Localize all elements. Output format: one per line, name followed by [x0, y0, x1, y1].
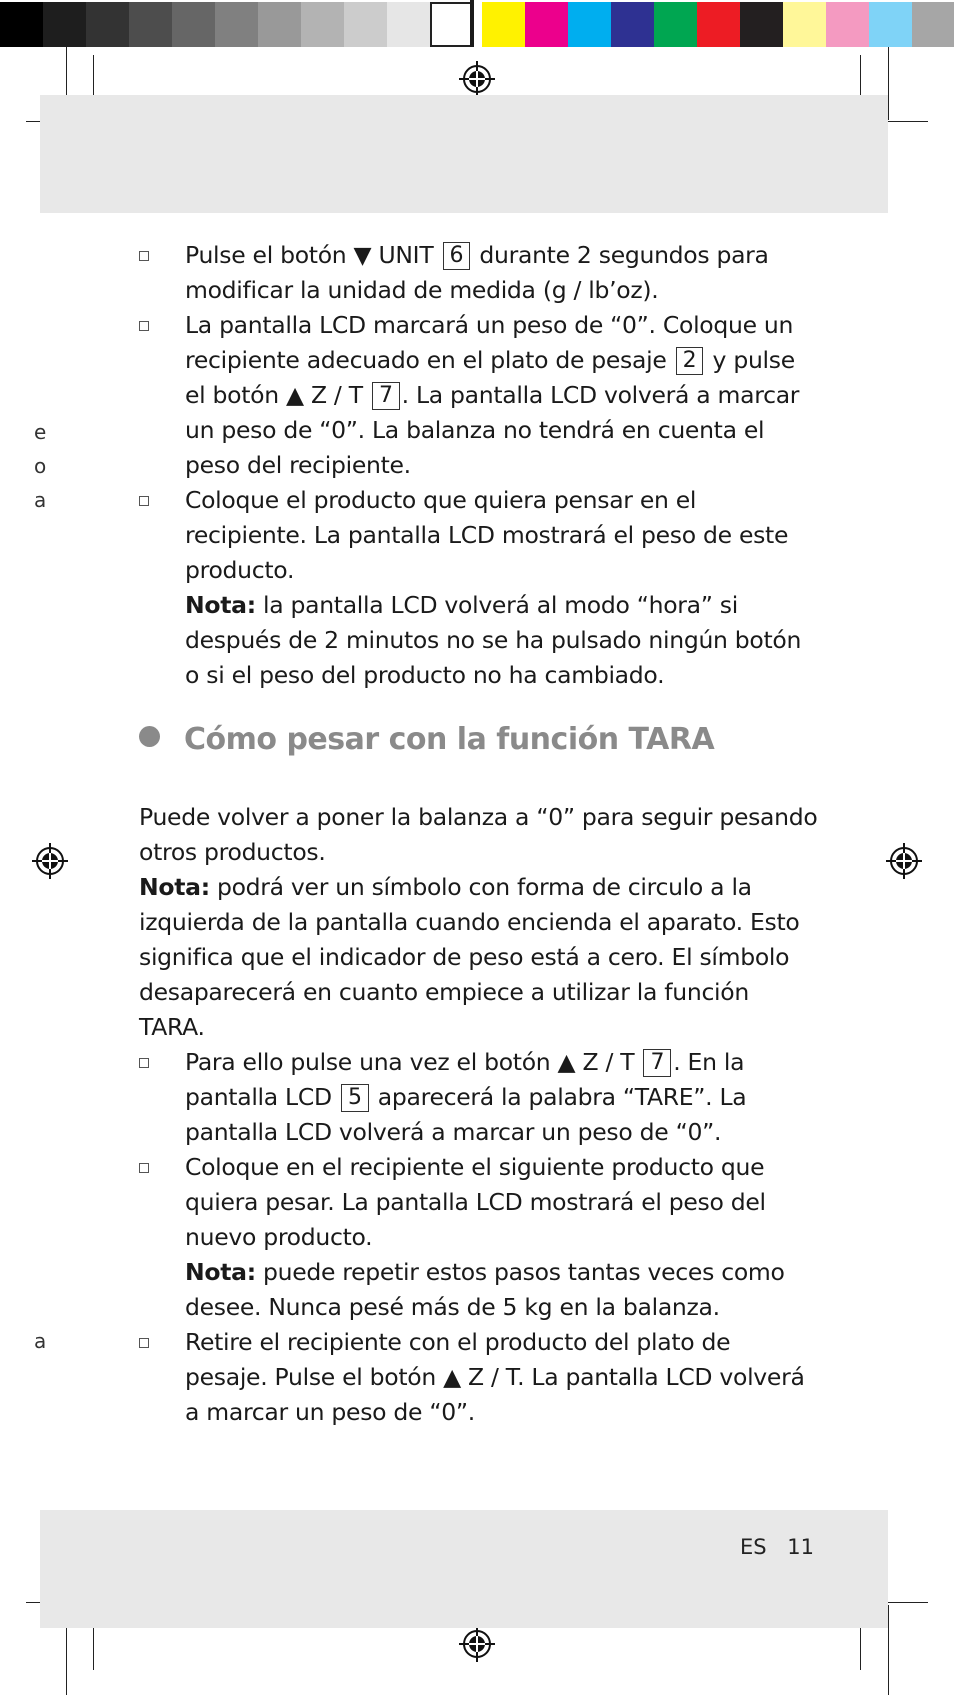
- color-swatch: [912, 2, 954, 47]
- color-swatch: [86, 2, 129, 47]
- part-number-badge: 5: [341, 1084, 369, 1112]
- part-number-badge: 6: [443, 242, 471, 270]
- part-number-badge: 7: [643, 1049, 671, 1077]
- color-swatch: [215, 2, 258, 47]
- process-color-bar: [482, 0, 954, 47]
- color-swatch: [482, 2, 525, 47]
- header-band: [40, 95, 888, 213]
- color-swatch: [258, 2, 301, 47]
- page-number: 11: [787, 1535, 815, 1559]
- section-tara-steps: [139, 1045, 819, 1430]
- color-swatch: [301, 2, 344, 47]
- color-swatch: [387, 2, 430, 47]
- crop-mark: [888, 1605, 889, 1695]
- color-swatch: [344, 2, 387, 47]
- registration-target-icon: [459, 1626, 495, 1662]
- color-swatch: [826, 2, 869, 47]
- color-swatch: [0, 2, 43, 47]
- color-swatch: [783, 2, 826, 47]
- color-swatch: [697, 2, 740, 47]
- margin-fragment: a: [34, 488, 47, 512]
- page-footer: [740, 1535, 814, 1559]
- list-item: La pantalla LCD marcará un peso de “0”. Coloque un recipiente adecuado en el plato de pesaje 2 y pulse el botón ▲ Z / T 7 . La pantalla LCD volverá a marcar un peso de “0”. La balanza no tendrá en cuenta el peso del recipiente.: [139, 308, 819, 483]
- checkbox-bullet-icon: [139, 251, 149, 261]
- color-swatch: [611, 2, 654, 47]
- color-swatch: [740, 2, 783, 47]
- checkbox-bullet-icon: [139, 496, 149, 506]
- section-steps-weighing: [139, 238, 819, 693]
- checkbox-bullet-icon: [139, 1338, 149, 1348]
- language-code: ES: [740, 1535, 767, 1559]
- color-swatch: [430, 2, 473, 47]
- checkbox-bullet-icon: [139, 1058, 149, 1068]
- part-number-badge: 2: [676, 347, 704, 375]
- registration-target-icon: [886, 843, 922, 879]
- list-item: Coloque el producto que quiera pensar en el recipiente. La pantalla LCD mostrará el peso de este producto. Nota: la pantalla LCD volverá al modo “hora” si después de 2 minutos no se ha pulsado ningún botón o si el peso del producto no ha cambiado.: [139, 483, 819, 693]
- note-paragraph: Nota: podrá ver un símbolo con forma de circulo a la izquierda de la pantalla cuando encienda el aparato. Esto significa que el indicador de peso está a cero. El símbolo desaparecerá en cuanto empiece a utilizar la función TARA.: [139, 873, 800, 1041]
- checkbox-bullet-icon: [139, 1163, 149, 1173]
- registration-target-icon: [459, 61, 495, 97]
- section-heading: Cómo pesar con la función TARA: [139, 722, 714, 757]
- margin-fragment: o: [34, 454, 47, 478]
- color-swatch: [869, 2, 912, 47]
- color-swatch: [654, 2, 697, 47]
- footer-band: [40, 1510, 888, 1628]
- intro-paragraph: Puede volver a poner la balanza a “0” para seguir pesando otros productos.: [139, 803, 818, 866]
- color-swatch: [568, 2, 611, 47]
- grayscale-color-bar: [0, 0, 473, 47]
- color-swatch: [43, 2, 86, 47]
- color-bar-separator: [470, 0, 474, 47]
- list-item: Pulse el botón ▼ UNIT 6 durante 2 segundos para modificar la unidad de medida (g / lb’oz).: [139, 238, 819, 308]
- color-swatch: [172, 2, 215, 47]
- list-item: Coloque en el recipiente el siguiente producto que quiera pesar. La pantalla LCD mostrará el peso del nuevo producto. Nota: puede repetir estos pasos tantas veces como desee. Nunca pesé más de 5 kg en la balanza.: [139, 1150, 819, 1325]
- margin-fragment: e: [34, 420, 47, 444]
- note-label: Nota:: [185, 1258, 256, 1286]
- list-item: Retire el recipiente con el producto del plato de pesaje. Pulse el botón ▲ Z / T. La pantalla LCD volverá a marcar un peso de “0”.: [139, 1325, 819, 1430]
- color-swatch: [129, 2, 172, 47]
- margin-fragment: a: [34, 1329, 47, 1353]
- color-swatch: [525, 2, 568, 47]
- note-label: Nota:: [139, 873, 210, 901]
- checkbox-bullet-icon: [139, 321, 149, 331]
- registration-target-icon: [32, 843, 68, 879]
- note-label: Nota:: [185, 591, 256, 619]
- heading-bullet-icon: [139, 726, 160, 747]
- list-item: Para ello pulse una vez el botón ▲ Z / T 7 . En la pantalla LCD 5 aparecerá la palabra “TARE”. La pantalla LCD volverá a marcar un peso de “0”.: [139, 1045, 819, 1150]
- crop-mark: [888, 47, 889, 120]
- part-number-badge: 7: [372, 382, 400, 410]
- section-tara-intro: [139, 800, 819, 1045]
